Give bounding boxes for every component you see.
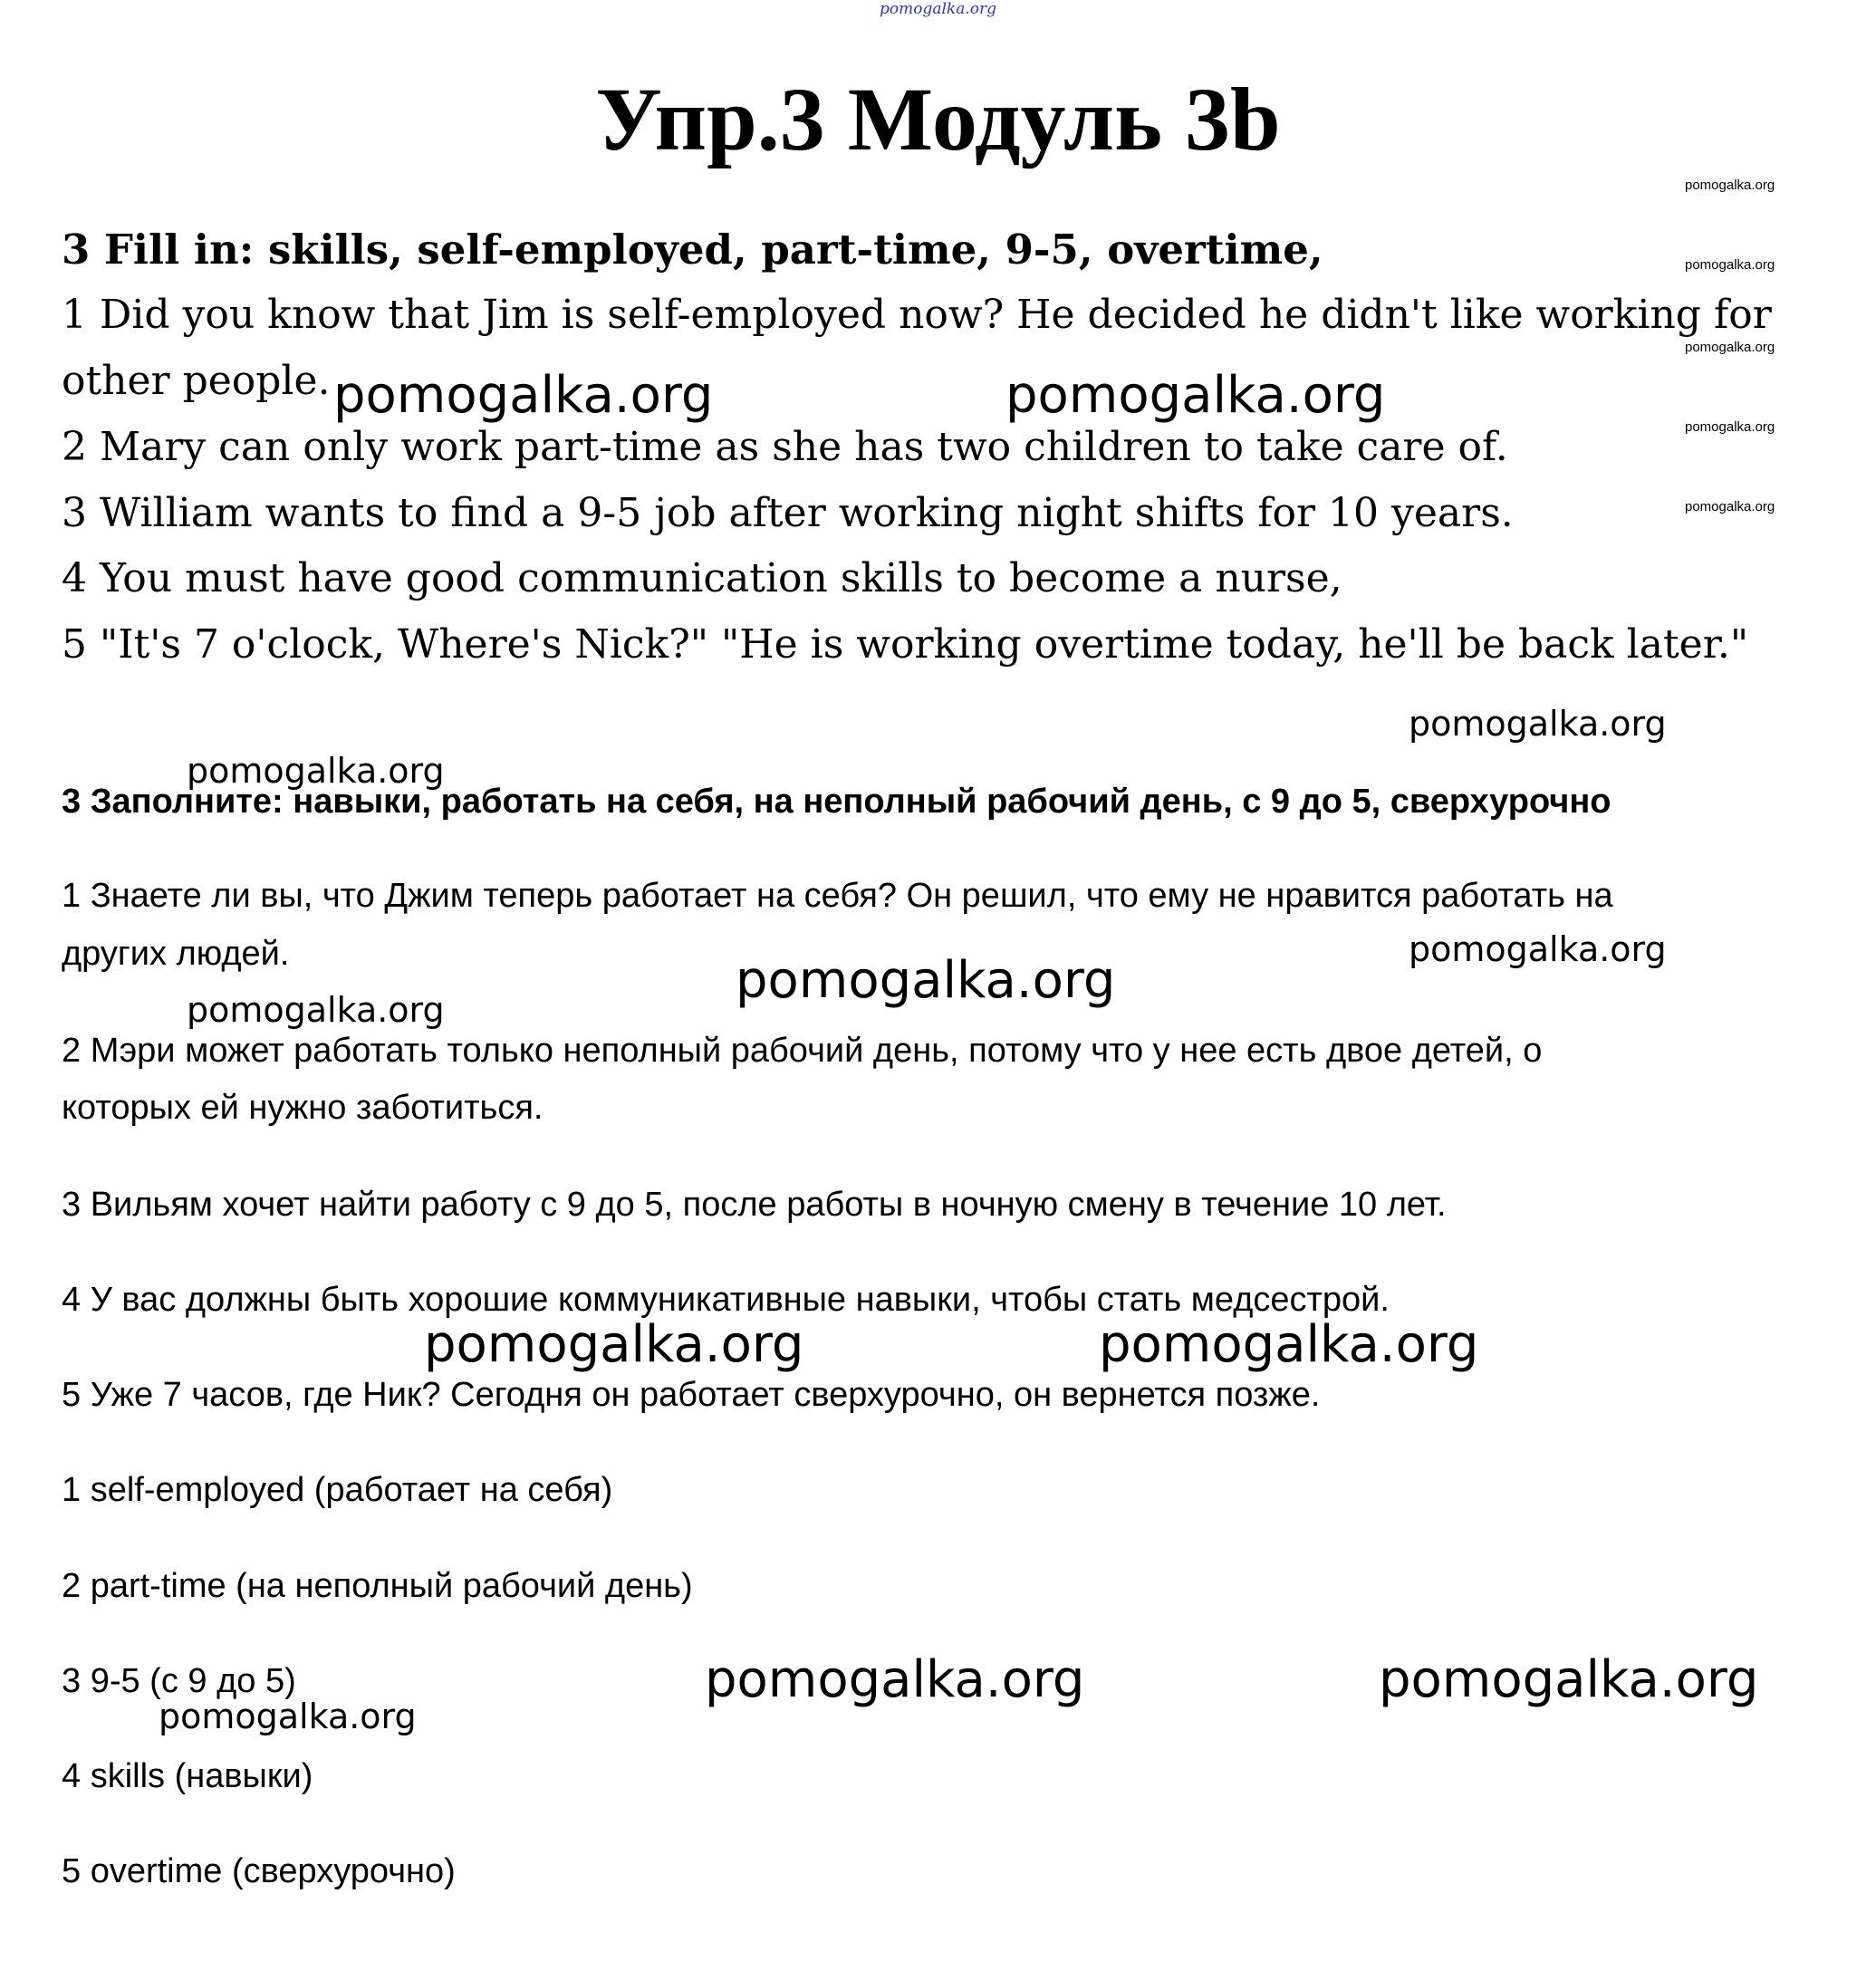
- exercise-en-line-3: 3 William wants to find a 9-5 job after working night shifts for 10 years.: [62, 490, 1514, 536]
- watermark-medium: pomogalka.org: [159, 1697, 417, 1736]
- answer-2: 2 part-time (на неполный рабочий день): [62, 1567, 693, 1605]
- watermark-large: pomogalka.org: [705, 1650, 1085, 1709]
- exercise-ru-line-1a: 1 Знаете ли вы, что Джим теперь работает на себя? Он решил, что ему не нравится работать на: [62, 877, 1613, 915]
- exercise-ru-line-2a: 2 Мэри может работать только неполный рабочий день, потому что у нее есть двое детей, о: [62, 1032, 1543, 1070]
- watermark-medium: pomogalka.org: [1409, 704, 1667, 744]
- watermark-large: pomogalka.org: [736, 951, 1116, 1010]
- watermark-medium: pomogalka.org: [187, 751, 445, 791]
- exercise-ru-line-3: 3 Вильям хочет найти работу с 9 до 5, после работы в ночную смену в течение 10 лет.: [62, 1186, 1447, 1224]
- watermark-large: pomogalka.org: [1099, 1315, 1479, 1374]
- exercise-en-instruction: 3 Fill in: skills, self-employed, part-time, 9-5, overtime,: [62, 226, 1323, 274]
- exercise-en-line-4: 4 You must have good communication skills to become a nurse,: [62, 555, 1342, 601]
- exercise-ru-line-2b: которых ей нужно заботиться.: [62, 1089, 544, 1127]
- watermark-large: pomogalka.org: [1005, 366, 1386, 425]
- watermark-small: pomogalka.org: [1685, 340, 1775, 355]
- exercise-en-line-1a: 1 Did you know that Jim is self-employed now? He decided he didn't like working for: [62, 292, 1772, 338]
- watermark-large: pomogalka.org: [424, 1315, 804, 1374]
- watermark-medium: pomogalka.org: [1409, 929, 1667, 969]
- exercise-en-line-2: 2 Mary can only work part-time as she has two children to take care of.: [62, 424, 1508, 470]
- watermark-small: pomogalka.org: [1685, 499, 1775, 514]
- answer-3: 3 9-5 (с 9 до 5): [62, 1662, 296, 1700]
- watermark-large: pomogalka.org: [333, 366, 714, 425]
- exercise-ru-line-5: 5 Уже 7 часов, где Ник? Сегодня он работает сверхурочно, он вернется позже.: [62, 1376, 1321, 1414]
- watermark-large: pomogalka.org: [1379, 1650, 1759, 1709]
- watermark-small: pomogalka.org: [1685, 257, 1775, 273]
- exercise-ru-line-4: 4 У вас должны быть хорошие коммуникативные навыки, чтобы стать медсестрой.: [62, 1281, 1390, 1319]
- watermark-small: pomogalka.org: [1685, 178, 1775, 193]
- answer-5: 5 overtime (сверхурочно): [62, 1852, 456, 1890]
- page-title: Упр.3 Модуль 3b: [595, 69, 1281, 169]
- watermark-medium: pomogalka.org: [187, 990, 445, 1030]
- answer-4: 4 skills (навыки): [62, 1757, 313, 1795]
- watermark-small: pomogalka.org: [1685, 419, 1775, 435]
- exercise-ru-line-1b: других людей.: [62, 935, 290, 973]
- exercise-en-line-5: 5 "It's 7 o'clock, Where's Nick?" "He is working overtime today, he'll be back later.": [62, 621, 1749, 668]
- exercise-ru-instruction: 3 Заполните: навыки, работать на себя, на неполный рабочий день, с 9 до 5, сверхурочно: [62, 783, 1611, 821]
- answer-1: 1 self-employed (работает на себя): [62, 1471, 613, 1509]
- exercise-en-line-1b: other people.: [62, 358, 331, 404]
- top-watermark: pomogalka.org: [879, 0, 996, 18]
